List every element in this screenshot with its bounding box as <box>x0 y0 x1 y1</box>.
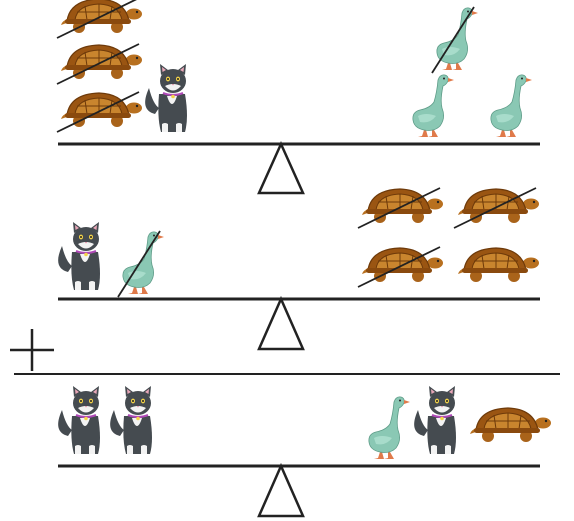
turtle-icon <box>458 248 539 282</box>
goose-icon <box>118 231 164 297</box>
balance-beam-3 <box>58 466 540 516</box>
turtle-icon <box>358 188 443 228</box>
fulcrum-triangle <box>259 299 303 349</box>
goose-icon <box>491 75 532 137</box>
cat-icon <box>414 386 456 454</box>
cat-icon <box>58 386 100 454</box>
fulcrum-triangle <box>259 144 303 193</box>
turtle-icon <box>454 188 539 228</box>
turtle-icon <box>358 247 443 287</box>
balance-beam-2 <box>58 299 540 349</box>
goose-icon <box>432 7 478 73</box>
balance-beam-1 <box>58 144 540 193</box>
turtle-icon <box>57 92 142 132</box>
cat-icon <box>110 386 152 454</box>
goose-icon <box>413 75 454 137</box>
turtle-icon <box>57 0 142 38</box>
turtle-icon <box>470 408 551 442</box>
goose-icon <box>369 397 410 459</box>
plus-sign <box>10 329 54 371</box>
animal-layer <box>57 0 551 459</box>
cat-icon <box>58 222 100 290</box>
turtle-icon <box>57 44 142 84</box>
fulcrum-triangle <box>259 466 303 516</box>
cat-icon <box>145 64 187 132</box>
